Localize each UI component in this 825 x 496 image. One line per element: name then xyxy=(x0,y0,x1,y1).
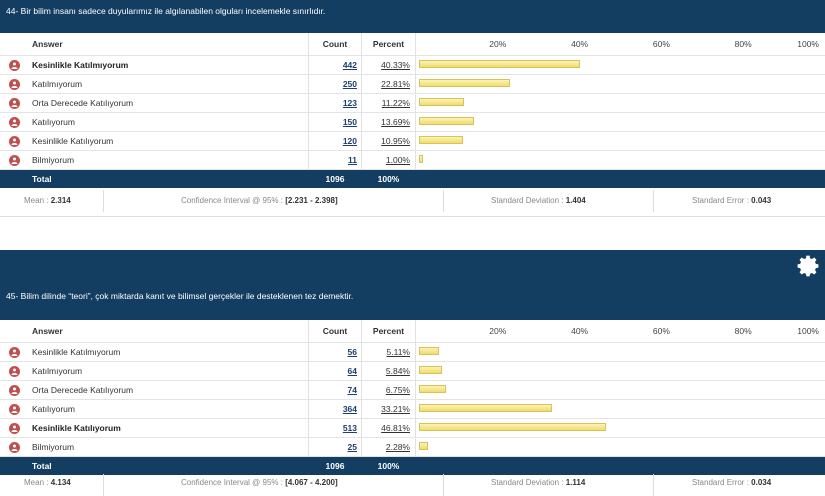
percent-bar xyxy=(419,79,510,87)
column-percent: Percent xyxy=(362,320,416,343)
count-link[interactable]: 150 xyxy=(342,117,357,127)
tick-label: 100% xyxy=(797,39,819,49)
stat-standard-deviation: Standard Deviation : 1.404 xyxy=(491,196,586,205)
person-icon[interactable] xyxy=(9,136,20,147)
percent-bar xyxy=(419,347,439,355)
question-title: 44- Bir bilim insanı sadece duyularımız ile algılanabilen olguları incelemekle sınırlıdır. xyxy=(6,6,326,16)
tick-label: 20% xyxy=(489,326,507,336)
tick-label: 60% xyxy=(652,326,670,336)
stats-bar-45 xyxy=(0,470,825,496)
table-row xyxy=(0,381,825,400)
percent-bar xyxy=(419,385,446,393)
stat-mean: Mean : 4.134 xyxy=(24,478,71,487)
percent-bar xyxy=(419,366,442,374)
total-percent: 100% xyxy=(362,170,416,189)
count-link[interactable]: 120 xyxy=(342,136,357,146)
stat-mean: Mean : 2.314 xyxy=(24,196,71,205)
answer-label: Katılmıyorum xyxy=(32,366,83,376)
total-label: Total xyxy=(28,457,309,476)
count-link[interactable]: 250 xyxy=(342,79,357,89)
total-percent: 100% xyxy=(362,457,416,476)
percent-link[interactable]: 10.95% xyxy=(381,136,410,146)
tick-row xyxy=(416,33,825,55)
stat-standard-error: Standard Error : 0.034 xyxy=(692,478,772,487)
table-row xyxy=(0,151,825,170)
percent-bar xyxy=(419,155,423,163)
table-header-row xyxy=(0,33,825,56)
percent-link[interactable]: 5.11% xyxy=(386,347,410,357)
results-table-44 xyxy=(0,33,825,188)
answer-label: Katılmıyorum xyxy=(32,79,83,89)
table-row xyxy=(0,362,825,381)
table-row xyxy=(0,75,825,94)
person-icon[interactable] xyxy=(9,385,20,396)
tick-label: 40% xyxy=(571,326,589,336)
total-count: 1096 xyxy=(309,170,362,189)
question-title: 45- Bilim dilinde “teori”, çok miktarda kanıt ve bilimsel gerçekler ile desteklenen tez demektir. xyxy=(6,291,354,301)
percent-bar xyxy=(419,117,474,125)
count-link[interactable]: 74 xyxy=(347,385,357,395)
person-icon[interactable] xyxy=(9,79,20,90)
stat-confidence-interval: Confidence Interval @ 95% : [4.067 - 4.200] xyxy=(181,478,338,487)
column-percent: Percent xyxy=(362,33,416,56)
count-link[interactable]: 513 xyxy=(342,423,357,433)
person-icon[interactable] xyxy=(9,155,20,166)
answer-label: Katılıyorum xyxy=(32,117,75,127)
total-label: Total xyxy=(28,170,309,189)
percent-link[interactable]: 40.33% xyxy=(381,60,410,70)
percent-link[interactable]: 6.75% xyxy=(385,385,410,395)
results-table-45 xyxy=(0,320,825,475)
percent-link[interactable]: 22.81% xyxy=(381,79,410,89)
count-link[interactable]: 25 xyxy=(347,442,357,452)
count-link[interactable]: 364 xyxy=(342,404,357,414)
table-row xyxy=(0,94,825,113)
answer-label: Kesinlikle Katılmıyorum xyxy=(32,347,121,357)
percent-bar xyxy=(419,60,580,68)
tick-label: 80% xyxy=(734,326,752,336)
tick-label: 80% xyxy=(734,39,752,49)
percent-link[interactable]: 11.22% xyxy=(381,98,410,108)
percent-link[interactable]: 33.21% xyxy=(381,404,410,414)
table-row xyxy=(0,419,825,438)
tick-label: 40% xyxy=(571,39,589,49)
column-count: Count xyxy=(309,33,362,56)
count-link[interactable]: 123 xyxy=(342,98,357,108)
person-icon[interactable] xyxy=(9,442,20,453)
percent-link[interactable]: 46.81% xyxy=(381,423,410,433)
person-icon[interactable] xyxy=(9,423,20,434)
count-link[interactable]: 442 xyxy=(342,60,357,70)
table-row xyxy=(0,343,825,362)
answer-label: Orta Derecede Katılıyorum xyxy=(32,98,134,108)
answer-label: Bilmiyorum xyxy=(32,442,75,452)
count-link[interactable]: 56 xyxy=(347,347,357,357)
table-header-row xyxy=(0,320,825,343)
gear-icon[interactable] xyxy=(797,254,821,278)
answer-label: Kesinlikle Katılıyorum xyxy=(32,136,114,146)
stats-bar-44 xyxy=(0,186,825,217)
count-link[interactable]: 11 xyxy=(348,155,357,165)
percent-bar xyxy=(419,442,428,450)
percent-link[interactable]: 1.00% xyxy=(385,155,410,165)
column-bar-scale xyxy=(416,320,825,343)
total-count: 1096 xyxy=(309,457,362,476)
person-icon[interactable] xyxy=(9,60,20,71)
answer-label: Bilmiyorum xyxy=(32,155,75,165)
stat-confidence-interval: Confidence Interval @ 95% : [2.231 - 2.398] xyxy=(181,196,338,205)
count-link[interactable]: 64 xyxy=(347,366,357,376)
answer-label: Orta Derecede Katılıyorum xyxy=(32,385,134,395)
question-header-44 xyxy=(0,0,825,33)
person-icon[interactable] xyxy=(9,404,20,415)
table-row xyxy=(0,56,825,75)
percent-bar xyxy=(419,136,463,144)
stat-standard-deviation: Standard Deviation : 1.114 xyxy=(491,478,586,487)
table-row xyxy=(0,400,825,419)
answer-label: Kesinlikle Katılıyorum xyxy=(32,423,121,433)
tick-label: 100% xyxy=(797,326,819,336)
person-icon[interactable] xyxy=(9,98,20,109)
stat-standard-error: Standard Error : 0.043 xyxy=(692,196,772,205)
column-bar-scale xyxy=(416,33,825,56)
percent-link[interactable]: 2.28% xyxy=(385,442,410,452)
column-count: Count xyxy=(309,320,362,343)
column-answer: Answer xyxy=(28,320,309,343)
column-answer: Answer xyxy=(28,33,309,56)
percent-bar xyxy=(419,423,606,431)
table-row xyxy=(0,438,825,457)
percent-link[interactable]: 5.84% xyxy=(385,366,410,376)
tick-row xyxy=(416,320,825,342)
person-icon[interactable] xyxy=(9,117,20,128)
table-row xyxy=(0,113,825,132)
percent-bar xyxy=(419,98,464,106)
tick-label: 60% xyxy=(652,39,670,49)
answer-label: Katılıyorum xyxy=(32,404,75,414)
tick-label: 20% xyxy=(489,39,507,49)
answer-label: Kesinlikle Katılmıyorum xyxy=(32,60,129,70)
person-icon[interactable] xyxy=(9,366,20,377)
person-icon[interactable] xyxy=(9,347,20,358)
question-header-45 xyxy=(0,250,825,320)
percent-bar xyxy=(419,404,552,412)
percent-link[interactable]: 13.69% xyxy=(381,117,410,127)
table-row xyxy=(0,132,825,151)
